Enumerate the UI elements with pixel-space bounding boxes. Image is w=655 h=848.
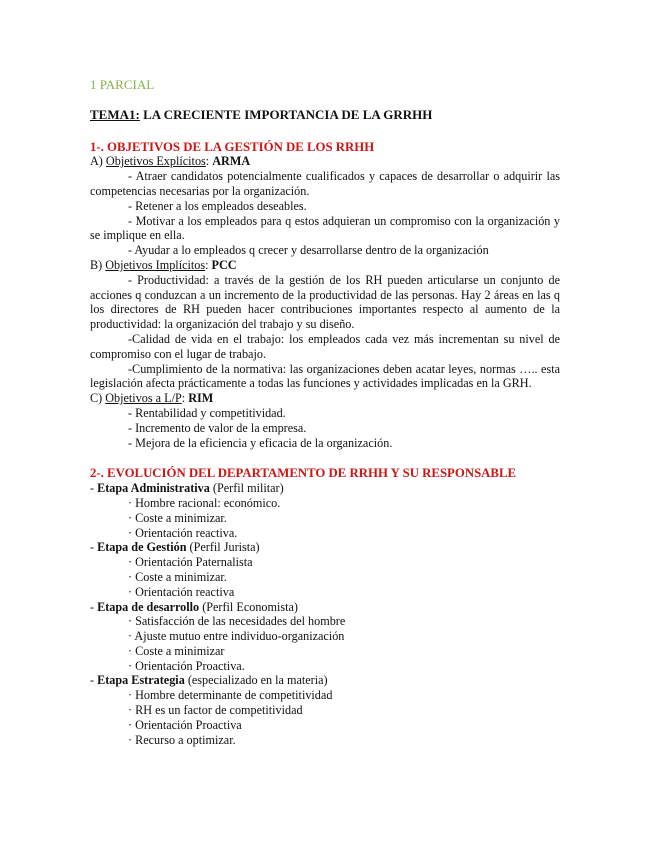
stage-heading: - Etapa Estrategia (especializado en la materia) [90,673,328,688]
section1-title: 1-. OBJETIVOS DE LA GESTIÓN DE LOS RRHH [90,139,375,154]
stage-name: Etapa Estrategia [97,673,185,688]
objectives-a-code: ARMA [212,154,251,169]
objectives-a-heading: A) Objetivos Explícitos: ARMA [90,154,251,169]
objectives-b-label: Objetivos Implícitos [105,257,206,272]
objective-item: - Retener a los empleados deseables. [128,198,307,213]
objective-item: -Calidad de vida en el trabajo: los empleados cada vez más incrementan su nivel de compromiso con el lugar de trabajo. [90,331,560,361]
stage-bullet: · Hombre racional: económico. [128,495,281,510]
objective-item: -Cumplimiento de la normativa: las organizaciones deben acatar leyes, normas ….. esta legislación afecta prácticamente a todas las funciones y actividades implicadas en la GRH. [90,361,560,391]
objectives-a-label: Objetivos Explícitos [105,154,206,169]
stage-bullet: · Orientación Proactiva. [128,658,245,673]
objective-item: - Rentabilidad y competitividad. [128,405,286,420]
stage-bullet: · Orientación Proactiva [128,717,242,732]
stage-bullet: · Recurso a optimizar. [128,732,236,747]
stage-name: Etapa de desarrollo [97,599,200,614]
stage-bullet: · Coste a minimizar [128,643,225,658]
objective-item: - Ayudar a lo empleados q crecer y desarrollarse dentro de la organización [128,243,489,258]
objectives-c-code: RIM [188,391,214,406]
tema-label: TEMA1: [90,106,140,122]
stage-heading: - Etapa Administrativa (Perfil militar) [90,481,284,496]
stage-bullet: · Hombre determinante de competitividad [128,688,333,703]
stage-bullet: · Satisfacción de las necesidades del hombre [128,614,346,629]
part-title: 1 PARCIAL [90,77,155,92]
stage-name: Etapa de Gestión [97,540,187,555]
section2-title: 2-. EVOLUCIÓN DEL DEPARTAMENTO DE RRHH Y SU RESPONSABLE [90,466,517,481]
stage-bullet: · Orientación reactiva. [128,525,238,540]
stage-bullet: · Coste a minimizar. [128,569,227,584]
objectives-c-heading: C) Objetivos a L/P: RIM [90,391,214,406]
stage-bullet: · Coste a minimizar. [128,510,227,525]
tema-title [90,108,560,123]
stage-heading: - Etapa de desarrollo (Perfil Economista) [90,599,298,614]
stage-bullet: · RH es un factor de competitividad [128,703,303,718]
tema-text: LA CRECIENTE IMPORTANCIA DE LA GRRHH [139,106,433,122]
objectives-b-heading: B) Objetivos Implícitos: PCC [90,257,237,272]
objective-item: - Mejora de la eficiencia y eficacia de la organización. [128,435,393,450]
stage-bullet: · Ajuste mutuo entre individuo-organización [128,629,345,644]
stage-bullet: · Orientación reactiva [128,584,235,599]
stage-name: Etapa Administrativa [97,481,210,496]
objective-item: - Incremento de valor de la empresa. [128,420,307,435]
stage-bullet: · Orientación Paternalista [128,555,253,570]
stage-heading: - Etapa de Gestión (Perfil Jurista) [90,540,260,555]
objective-item: - Motivar a los empleados para q estos adquieran un compromiso con la organización y se implique en ella. [90,213,560,243]
document-page [90,78,560,747]
objectives-b-code: PCC [211,257,237,272]
objective-item: - Productividad: a través de la gestión de los RH pueden articularse un conjunto de acciones q conduzcan a un incremento de la productividad de las personas. Hay 2 áreas en las q los directores de RH pueden hacer contribuciones importantes respecto al aumento de la productividad: la organización del trabajo y su diseño. [90,272,560,332]
objectives-c-label: Objetivos a L/P [105,391,182,406]
objective-item: - Atraer candidatos potencialmente cualificados y capaces de desarrollar o adquirir las competencias necesarias por la organización. [90,169,560,198]
